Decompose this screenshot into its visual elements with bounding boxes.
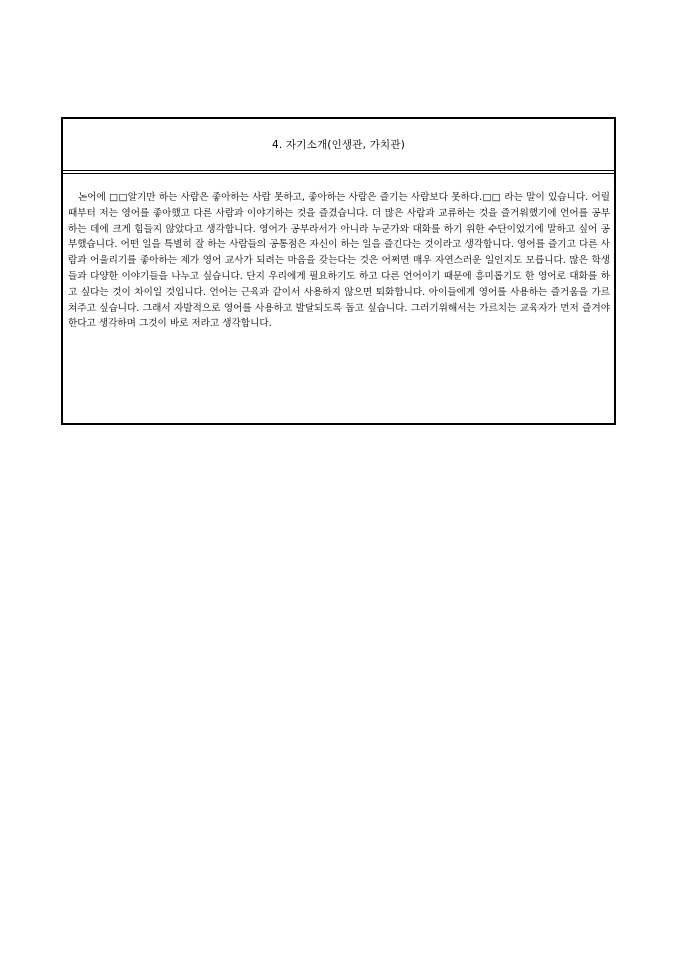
self-introduction-box (61, 117, 616, 425)
section-body (63, 174, 614, 332)
body-paragraph: 논어에 □□알기만 하는 사람은 좋아하는 사람 못하고, 좋아하는 사람은 즐기는 사람보다 못하다.□□ 라는 말이 있습니다. 어릴 때부터 저는 영어를 좋아했고 다른 사람과 이야기하는 것을 즐겼습니다. 더 많은 사람과 교류하는 것을 즐거워했기에 언어를 공부하는 데에 크게 힘들지 않았다고 생각합니다. 영어가 공부라서가 아니라 누군가와 대화를 하기 위한 수단이었기에 말하고 싶어 공부했습니다. 어떤 일을 특별히 잘 하는 사람들의 공통점은 자신이 하는 일을 즐긴다는 것이라고 생각합니다. 영어를 즐기고 다른 사람과 어울리기를 좋아하는 제가 영어 교사가 되려는 마음을 갖는다는 것은 어쩌면 매우 자연스러운 일인지도 모릅니다. 많은 학생들과 다양한 이야기들을 나누고 싶습니다. 단지 우리에게 필요하기도 하고 다른 언어이기 때문에 흥미롭기도 한 영어로 대화를 하고 싶다는 것이 차이일 것입니다. 언어는 근육과 같이서 사용하지 않으면 퇴화합니다. 아이들에게 영어를 사용하는 즐거움을 가르쳐주고 싶습니다. 그래서 자발적으로 영어를 사용하고 발달되도록 돕고 싶습니다. 그러기위해서는 가르치는 교육자가 먼저 즐겨야 한다고 생각하며 그것이 바로 저라고 생각합니다. (68, 192, 610, 330)
section-title: 4. 자기소개(인생관, 가치관) (271, 139, 406, 151)
section-header (63, 119, 614, 171)
